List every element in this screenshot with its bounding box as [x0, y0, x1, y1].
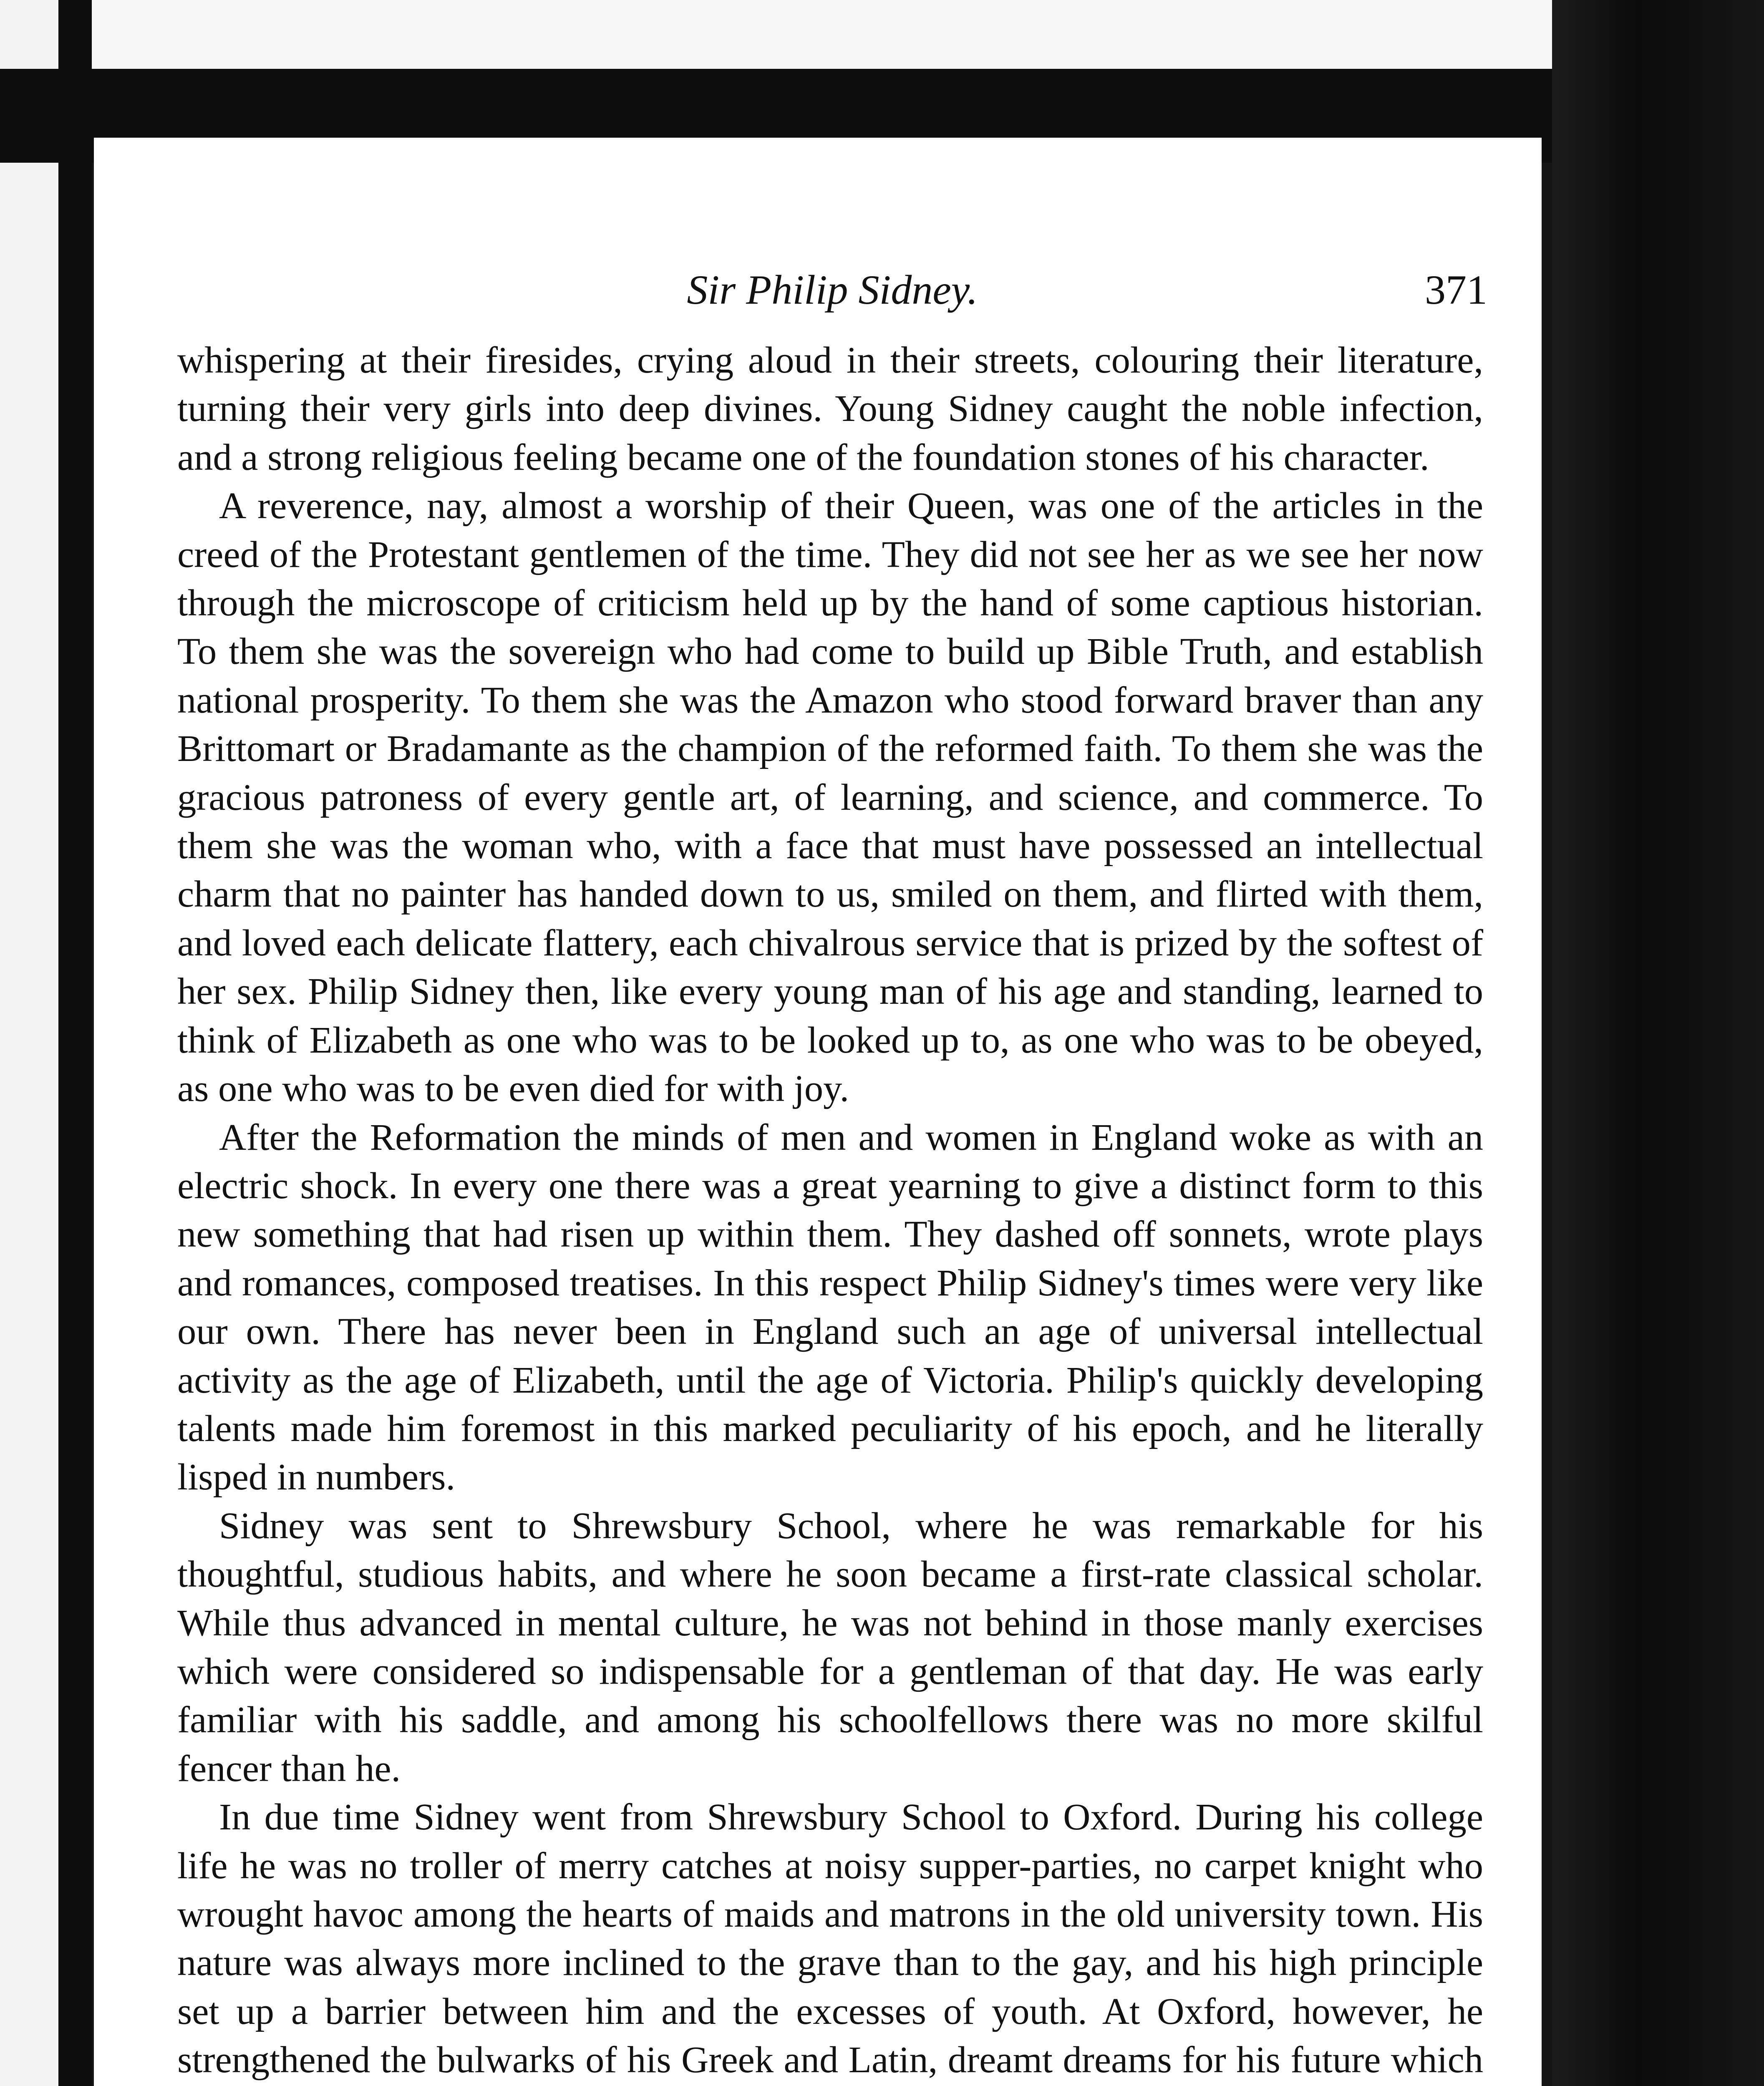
- book-page: [94, 138, 1542, 2086]
- paragraph: whispering at their firesides, crying aloud in their streets, colouring their literature, turning their very girls into deep divines. Young Sidney caught the noble infection, and a strong religious feeling became one of the foundation stones of his character.: [177, 339, 1483, 478]
- scan-top-margin: [0, 0, 1569, 73]
- body-text: [177, 336, 1483, 2086]
- paragraph: After the Reformation the minds of men and women in England woke as with an electric shock. In every one there was a great yearning to give a distinct form to this new something that had risen up within them. They dashed off sonnets, wrote plays and romances, composed treatises. In this respect Philip Sidney's times were very like our own. There has never been in England such an age of universal intellectual activity as the age of Elizabeth, until the age of Victoria. Philip's quickly developing talents made him foremost in this marked peculiarity of his epoch, and he literally lisped in numbers.: [177, 1116, 1483, 1498]
- paragraph: In due time Sidney went from Shrewsbury School to Oxford. During his college life he was no troller of merry catches at noisy supper-parties, no carpet knight who wrought havoc among the hearts of maids and matrons in the old university town. His nature was always more inclined to the grave than to the gay, and his high principle set up a barrier between him and the excesses of youth. At Oxford, however, he strengthened the bulwarks of his Greek and Latin, dreamt dreams for his future which: [177, 1796, 1483, 2081]
- page-header: [94, 263, 1542, 317]
- page-number: 371: [1425, 267, 1487, 313]
- scan-left-margin: [0, 0, 67, 2086]
- scan-left-border: [58, 0, 92, 2086]
- paragraph: A reverence, nay, almost a worship of their Queen, was one of the articles in the creed of the Protestant gentlemen of the time. They did not see her as we see her now through the microscope of criticism held up by the hand of some captious historian. To them she was the sovereign who had come to build up Bible Truth, and establish national prosperity. To them she was the Amazon who stood forward braver than any Brittomart or Bradamante as the champion of the reformed faith. To them she was the gracious patroness of every gentle art, of learning, and science, and commerce. To them she was the woman who, with a face that must have possessed an intellectual charm that no painter has handed down to us, smiled on them, and flirted with them, and loved each delicate flattery, each chivalrous service that is prized by the softest of her sex. Philip Sidney then, like every young man of his age and standing, learned to think of Elizabeth as one who was to be looked up to, as one who was to be obeyed, as one who was to be even died for with joy.: [177, 484, 1483, 1110]
- running-title: Sir Philip Sidney.: [687, 267, 978, 313]
- scan-right-shadow: [1552, 0, 1764, 2086]
- paragraph: Sidney was sent to Shrewsbury School, where he was remarkable for his thoughtful, studious habits, and where he soon became a first-rate classical scholar. While thus advanced in mental culture, he was not behind in those manly exercises which were considered so indispensable for a gentleman of that day. He was early familiar with his saddle, and among his schoolfellows there was no more skilful fencer than he.: [177, 1504, 1483, 1789]
